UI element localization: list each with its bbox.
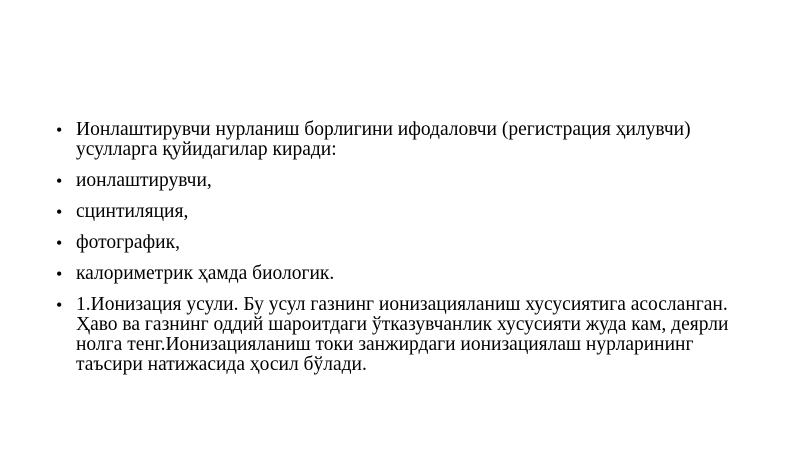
bullet-item-ionization-method <box>56 295 736 375</box>
bullet-dot-icon: • <box>56 295 63 315</box>
bullet-dot-icon: • <box>56 202 63 222</box>
bullet-text: Ионлаштирувчи нурланиш борлигини ифодаловчи (регистрация ҳилувчи) усулларга қуйидагилар киради: <box>76 119 691 160</box>
bullet-dot-icon: • <box>56 120 63 140</box>
bullet-text: сцинтиляция, <box>76 201 189 222</box>
bullet-dot-icon: • <box>56 233 63 253</box>
bullet-item-photographic <box>56 233 736 253</box>
bullet-dot-icon: • <box>56 171 63 191</box>
bullet-list <box>56 120 736 386</box>
bullet-text: калориметрик ҳамда биологик. <box>76 263 335 284</box>
bullet-text: ионлаштирувчи, <box>76 170 212 191</box>
bullet-item-ionizing <box>56 171 736 191</box>
bullet-text: фотографик, <box>76 232 180 253</box>
bullet-item-scintillation <box>56 202 736 222</box>
bullet-dot-icon: • <box>56 264 63 284</box>
bullet-item-registration-methods <box>56 120 736 160</box>
bullet-text: 1.Ионизация усули. Бу усул газнинг ионизацияланиш хусусиятига асосланган. Ҳаво ва газнинг оддий шароитдаги ўтказувчанлик хусусияти жуда кам, деярли нолга тенг.Ионизацияланиш токи занжирдаги ионизациялаш нурларининг таъсири натижасида ҳосил бўлади. <box>76 294 729 375</box>
bullet-item-calorimetric <box>56 264 736 284</box>
